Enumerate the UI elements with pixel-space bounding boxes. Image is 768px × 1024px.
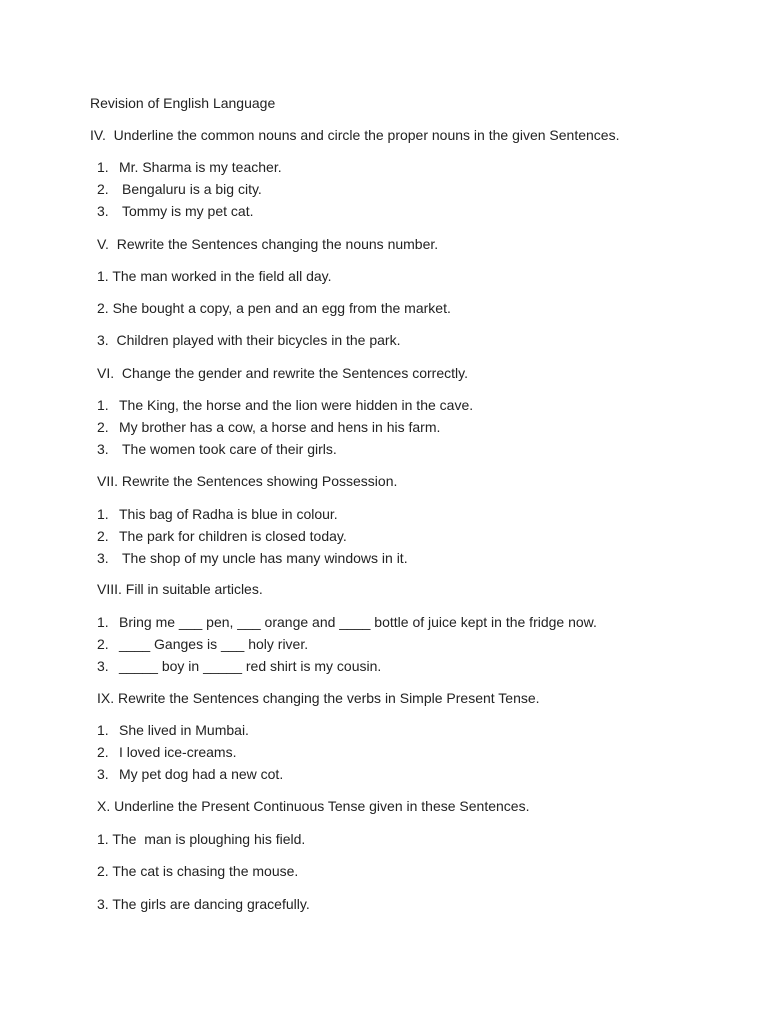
document-page: Revision of English Language IV. Underline the common nouns and circle the proper nouns in the given Sentences. 1. Mr. Sharma is my teacher. 2. Bengaluru is a big city. 3. Tommy is my pet cat. V. Rewrite the Sentences changing the nouns number. 1. The man worked in the field all day. 2. She bought a copy, a pen and an egg from the market. 3. Children played with their bicycles in the park. VI. Change the gender and rewrite the Sentences correctly. 1. The King, the horse and the lion were hidden in the cave. 2. My brother has a cow, a horse and hens in his farm. 3. The women took care of their girls. VII. Rewrite the Sentences showing Possession. 1. This bag of Radha is blue in colour. 2. The park for children is closed today. 3. The shop of my uncle has many windows in it. VIII. Fill in suitable articles. 1. Bring me ___ pen, ___ orange and ____ bottle of juice kept in the fridge now. 2. ____ Ganges is ___ holy river. 3. _____ boy in _____ red shirt is my cousin. IX. Rewrite the Sentences changing the verbs in Simple Present Tense. 1. She lived in Mumbai. 2. I loved ice-creams. 3. My pet dog had a new cot. X. Underline the Present Continuous Tense given in these Sentences. 1. The man is ploughing his field. 2. The cat is chasing the mouse. 3. The girls are dancing gracefully.	[90, 95, 620, 912]
section-v-heading: V. Rewrite the Sentences changing the nouns number.	[97, 236, 439, 252]
section-viii-heading: VIII. Fill in suitable articles.	[97, 581, 263, 597]
document-title: Revision of English Language	[90, 95, 276, 111]
section-v-line: 1. The man worked in the field all day.	[97, 268, 332, 284]
section-vi-heading: VI. Change the gender and rewrite the Sentences correctly.	[97, 365, 468, 381]
section-x-line: 3. The girls are dancing gracefully.	[97, 896, 310, 912]
section-x-line: 2. The cat is chasing the mouse.	[97, 863, 299, 879]
section-x-line: 1. The man is ploughing his field.	[97, 831, 306, 847]
section-v-line: 3. Children played with their bicycles in the park.	[97, 332, 401, 348]
section-x-heading: X. Underline the Present Continuous Tense given in these Sentences.	[97, 798, 530, 814]
section-iv-heading: IV. Underline the common nouns and circle the proper nouns in the given Sentences.	[90, 127, 620, 143]
section-v-line: 2. She bought a copy, a pen and an egg from the market.	[97, 300, 451, 316]
section-vii-heading: VII. Rewrite the Sentences showing Possession.	[97, 473, 398, 489]
section-ix-heading: IX. Rewrite the Sentences changing the verbs in Simple Present Tense.	[97, 690, 540, 706]
